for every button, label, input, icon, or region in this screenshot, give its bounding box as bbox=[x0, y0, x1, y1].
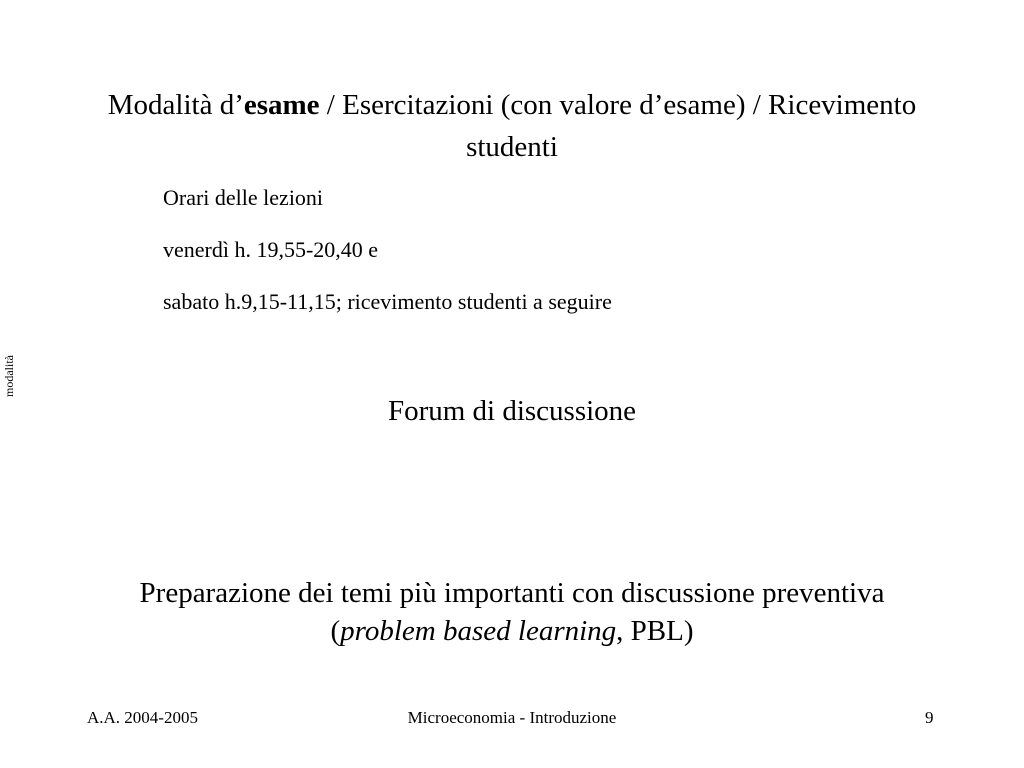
title-line2: studenti bbox=[466, 131, 558, 163]
footer-course-title: Microeconomia - Introduzione bbox=[407, 708, 617, 727]
schedule-saturday: sabato h.9,15-11,15; ricevimento studenti a seguire bbox=[163, 289, 612, 314]
slide-title bbox=[20, 84, 1004, 168]
footer-academic-year: A.A. 2004-2005 bbox=[87, 708, 198, 727]
lesson-schedule bbox=[163, 184, 923, 316]
pbl-italic-term: problem based learning bbox=[340, 615, 617, 647]
pbl-open-paren: ( bbox=[330, 615, 341, 647]
schedule-heading: Orari delle lezioni bbox=[163, 185, 324, 210]
pbl-close: , PBL) bbox=[616, 615, 694, 647]
pbl-line1: Preparazione dei temi più importanti con discussione preventiva bbox=[139, 577, 885, 609]
footer-page-number: 9 bbox=[925, 708, 934, 727]
pbl-paragraph bbox=[30, 574, 994, 650]
title-bold-word: esame bbox=[243, 89, 320, 121]
title-line1-rest: / Esercitazioni (con valore d’esame) / Ricevimento bbox=[319, 89, 917, 121]
forum-heading: Forum di discussione bbox=[387, 395, 637, 427]
schedule-friday: venerdì h. 19,55-20,40 e bbox=[163, 237, 379, 262]
title-prefix: Modalità d’ bbox=[107, 89, 244, 121]
side-section-label: modalità bbox=[2, 355, 16, 397]
